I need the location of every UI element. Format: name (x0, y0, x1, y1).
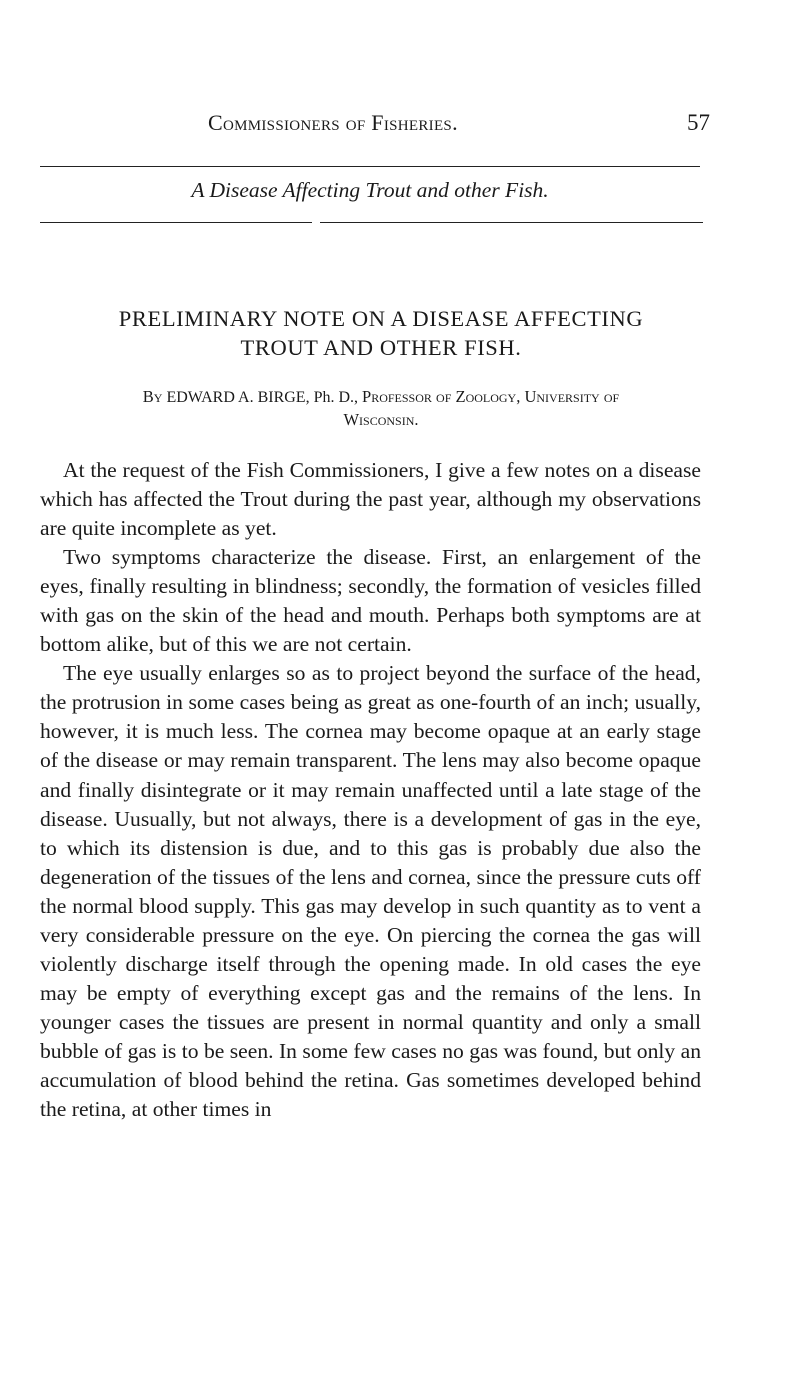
header-rule-bottom-left (40, 222, 312, 223)
article-title-line-1: PRELIMINARY NOTE ON A DISEASE AFFECTING (118, 306, 644, 331)
byline-line-2 (36, 409, 726, 432)
running-head-title: Commissioners of Fisheries. (208, 110, 458, 135)
header-rule-bottom-right (320, 222, 703, 223)
byline (36, 386, 726, 432)
byline-by: By (142, 387, 163, 406)
header-rule-top (40, 166, 700, 167)
paragraph-3: The eye usually enlarges so as to project beyond the surface of the head, the protrusion in some cases being as great as one-fourth of an inch; usually, however, it is much less. The cornea may become opaque at an early stage of the disease or may remain transparent. The lens may also become opaque and finally disintegrate or it may remain unaffected until a late stage of the disease. Uusually, but not always, there is a development of gas in the eye, to which its distension is due, and to this gas is probably due also the degeneration of the tissues of the lens and cornea, since the pressure cuts off the normal blood supply. This gas may develop in such quantity as to vent a very considerable pressure on the eye. On piercing the cornea the gas will violently discharge itself through the opening made. In old cases the eye may be empty of everything except gas and the remains of the lens. In younger cases the tissues are present in normal quantity and only a small bubble of gas is to be seen. In some few cases no gas was found, but only an accumulation of blood behind the retina. Gas sometimes developed behind the retina, at other times in (40, 661, 701, 1122)
byline-line-1 (36, 386, 726, 409)
byline-author: EDWARD A. BIRGE, Ph. D., (166, 389, 359, 406)
byline-affiliation-1: Professor of Zoology, University of (362, 387, 620, 406)
page-number: 57 (687, 110, 710, 135)
article-title-line-2: TROUT AND OTHER FISH. (240, 335, 522, 360)
byline-affiliation-2: Wisconsin. (343, 410, 419, 429)
section-title: A Disease Affecting Trout and other Fish. (191, 178, 549, 202)
article-title (36, 304, 726, 362)
paragraph-2: Two symptoms characterize the disease. First, an enlargement of the eyes, finally resulting in blindness; secondly, the formation of vesicles filled with gas on the skin of the head and mouth. Perhaps both symptoms are at bottom alike, but of this we are not certain. (40, 545, 701, 657)
paragraph-1: At the request of the Fish Commissioners, I give a few notes on a disease which has affected the Trout during the past year, although my observations are quite incomplete as yet. (40, 458, 701, 541)
article-body (40, 456, 701, 1124)
running-head (40, 110, 710, 138)
